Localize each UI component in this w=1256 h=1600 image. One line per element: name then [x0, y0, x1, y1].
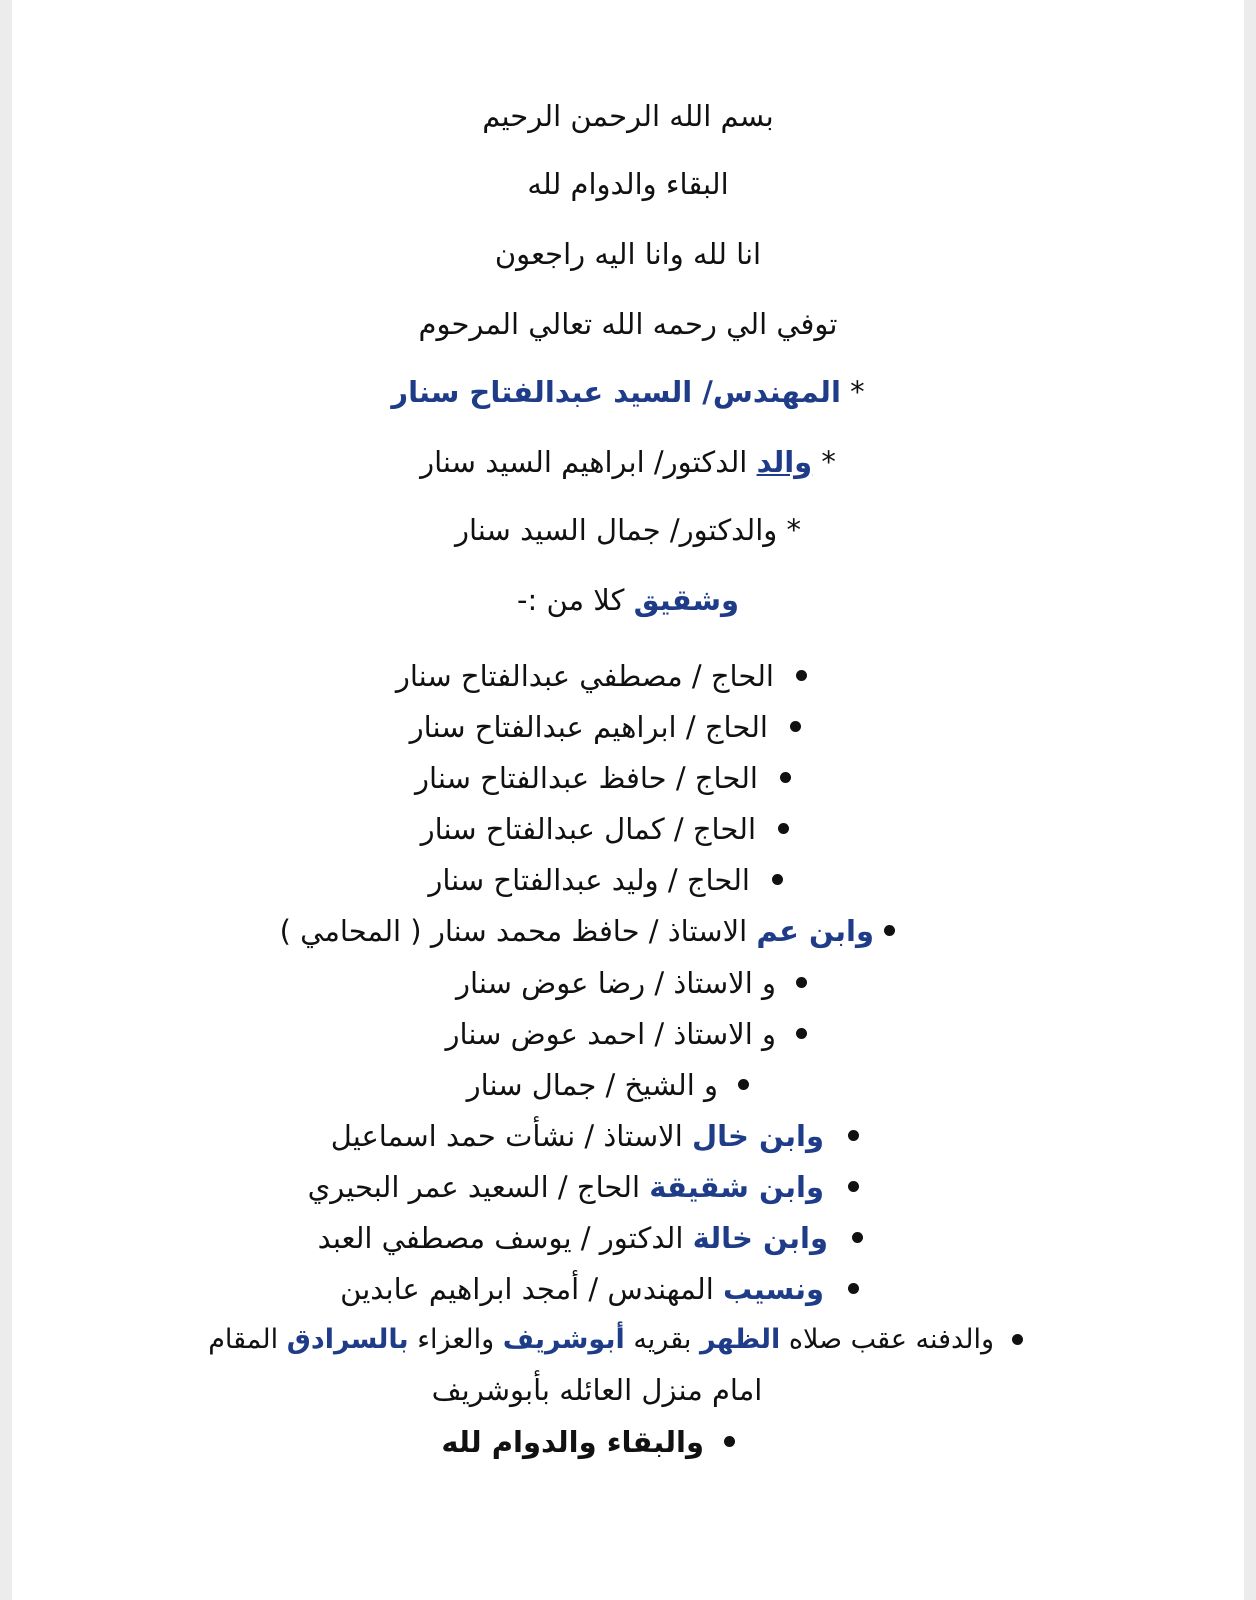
- father-of-prefix: والد: [756, 445, 813, 479]
- cousin-line: [280, 911, 874, 951]
- inna-line: انا لله وانا اليه راجعون: [494, 237, 762, 271]
- brother-item: الحاج / وليد عبدالفتاح سنار: [428, 863, 750, 897]
- relative-prefix: وابن خالة: [692, 1221, 828, 1255]
- bullet: [778, 823, 789, 834]
- bullet: [724, 1436, 735, 1447]
- brother-item: الحاج / كمال عبدالفتاح سنار: [420, 812, 756, 846]
- bullet: [790, 721, 801, 732]
- star-marker: *: [821, 445, 836, 479]
- burial-line: [208, 1320, 994, 1360]
- relative-text: الاستاذ / نشأت حمد اسماعيل: [330, 1119, 683, 1153]
- relative-text: الدكتور / يوسف مصطفي العبد: [317, 1221, 684, 1255]
- relative-line: [331, 1116, 824, 1156]
- cousin-item: و الاستاذ / رضا عوض سنار: [456, 966, 776, 1000]
- relative-prefix: ونسيب: [723, 1272, 824, 1306]
- and-doctor-line: [12, 510, 1244, 550]
- tuwuffi-line: توفي الي رحمه الله تعالي المرحوم: [418, 307, 838, 341]
- brother-item: الحاج / حافظ عبدالفتاح سنار: [414, 761, 758, 795]
- brother-of-text: كلا من :-: [516, 583, 625, 617]
- brother-of-prefix: وشقيق: [633, 583, 739, 617]
- relative-prefix: وابن شقيقة: [649, 1170, 824, 1204]
- bullet: [780, 772, 791, 783]
- brother-of-line: [12, 580, 1244, 620]
- brother-item: الحاج / مصطفي عبدالفتاح سنار: [395, 659, 774, 693]
- cousin-item: و الاستاذ / احمد عوض سنار: [445, 1017, 776, 1051]
- bullet: [1012, 1334, 1023, 1345]
- star-marker: *: [850, 375, 865, 409]
- deceased-line: [12, 372, 1244, 412]
- bullet: [884, 925, 895, 936]
- condolence-venue: بالسرادق: [286, 1324, 409, 1355]
- bullet: [772, 874, 783, 885]
- star-marker: *: [786, 513, 802, 547]
- burial-time: الظهر: [699, 1324, 781, 1355]
- cousin-item: و الشيخ / جمال سنار: [466, 1068, 718, 1102]
- baqaa-line: البقاء والدوام لله: [527, 167, 729, 201]
- burial-text: بقريه: [633, 1324, 692, 1355]
- cousin-prefix: وابن عم: [756, 914, 874, 948]
- bullet: [738, 1079, 749, 1090]
- bullet: [796, 1028, 807, 1039]
- deceased-name: المهندس/ السيد عبدالفتاح سنار: [391, 375, 841, 409]
- burial-text: المقام: [208, 1324, 279, 1355]
- bullet: [796, 670, 807, 681]
- burial-village: أبوشريف: [502, 1324, 625, 1355]
- relative-prefix: وابن خال: [691, 1119, 824, 1153]
- basmala: بسم الله الرحمن الرحيم: [482, 99, 774, 133]
- relative-text: المهندس / أمجد ابراهيم عابدين: [340, 1272, 714, 1306]
- father-of-name: الدكتور/ ابراهيم السيد سنار: [420, 445, 748, 479]
- bullet: [852, 1232, 863, 1243]
- relative-text: الحاج / السعيد عمر البحيري: [307, 1170, 641, 1204]
- bullet: [848, 1283, 859, 1294]
- bullet: [796, 977, 807, 988]
- relative-line: [318, 1218, 828, 1258]
- father-of-line: [12, 442, 1244, 482]
- and-doctor-text: والدكتور/ جمال السيد سنار: [454, 513, 778, 547]
- brother-item: الحاج / ابراهيم عبدالفتاح سنار: [409, 710, 768, 744]
- obituary-page: [12, 0, 1244, 1600]
- relative-line: [308, 1167, 824, 1207]
- burial-text: والعزاء: [417, 1324, 495, 1355]
- closing-line: والبقاء والدوام لله: [441, 1425, 704, 1459]
- relative-line: [340, 1269, 824, 1309]
- cousin-text: الاستاذ / حافظ محمد سنار ( المحامي ): [279, 914, 748, 948]
- bullet: [848, 1181, 859, 1192]
- bullet: [848, 1130, 859, 1141]
- burial-line-2: امام منزل العائله بأبوشريف: [431, 1373, 763, 1407]
- burial-text: والدفنه عقب صلاه: [788, 1324, 994, 1355]
